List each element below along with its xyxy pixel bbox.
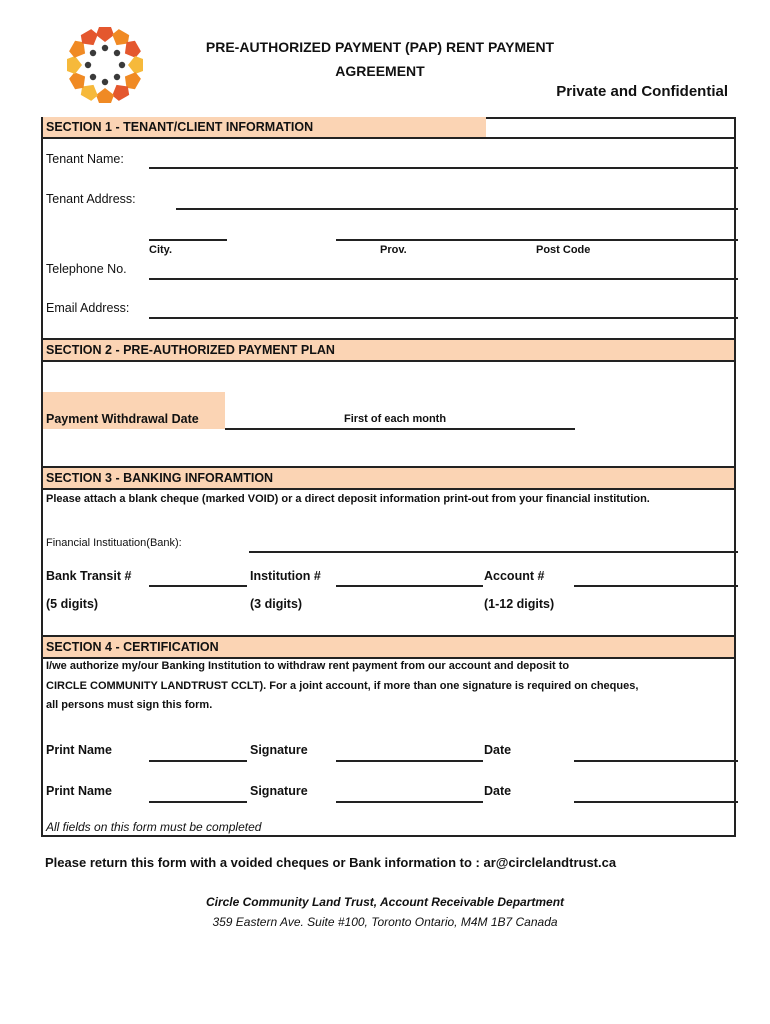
title-line-2: AGREEMENT: [335, 63, 425, 79]
tenant-name-field[interactable]: [149, 167, 738, 169]
account-label: Account #: [484, 569, 545, 583]
all-fields-note: All fields on this form must be completed: [46, 820, 262, 834]
print-name-field-1[interactable]: [149, 760, 247, 762]
tenant-address-field[interactable]: [176, 208, 738, 210]
print-name-label-1: Print Name: [46, 743, 112, 757]
account-field[interactable]: [574, 585, 738, 587]
signature-label-2: Signature: [250, 784, 308, 798]
print-name-label-2: Print Name: [46, 784, 112, 798]
section-1-header: [43, 117, 734, 139]
certification-text-line-1: I/we authorize my/our Banking Institution to withdraw rent payment from our account and deposit to: [46, 660, 570, 672]
title-line-1: PRE-AUTHORIZED PAYMENT (PAP) RENT PAYMENT: [205, 39, 555, 55]
account-digits-note: (1-12 digits): [484, 597, 555, 611]
email-field[interactable]: [149, 317, 738, 319]
telephone-field[interactable]: [149, 278, 738, 280]
financial-institution-field[interactable]: [249, 551, 738, 553]
section-1-title: SECTION 1 - TENANT/CLIENT INFORMATION: [43, 117, 486, 137]
section-3-title: SECTION 3 - BANKING INFORAMTION: [46, 471, 274, 485]
payment-withdrawal-date-line: [225, 428, 575, 430]
signature-field-2[interactable]: [336, 801, 483, 803]
financial-institution-label: Financial Instituation(Bank):: [46, 537, 182, 549]
logo-icon: [62, 22, 148, 108]
date-field-2[interactable]: [574, 801, 738, 803]
form-container: [41, 117, 736, 837]
signature-field-1[interactable]: [336, 760, 483, 762]
institution-label: Institution #: [250, 569, 321, 583]
organization-address: 359 Eastern Ave. Suite #100, Toronto Ontario, M4M 1B7 Canada: [212, 915, 558, 929]
return-instructions: Please return this form with a voided cheques or Bank information to : ar@circlelandtrust.ca: [45, 855, 617, 870]
section-4-header: [43, 635, 734, 659]
banking-instruction: Please attach a blank cheque (marked VOID) or a direct deposit information print-out from your financial institution.: [46, 493, 650, 505]
prov-label: Prov.: [380, 244, 407, 256]
print-name-field-2[interactable]: [149, 801, 247, 803]
post-code-label: Post Code: [536, 244, 591, 256]
date-label-1: Date: [484, 743, 512, 757]
city-field[interactable]: [149, 239, 227, 241]
section-2-header: [43, 338, 734, 362]
institution-field[interactable]: [336, 585, 483, 587]
payment-withdrawal-date-label: Payment Withdrawal Date: [46, 412, 199, 426]
signature-label-1: Signature: [250, 743, 308, 757]
city-label: City.: [149, 244, 173, 256]
bank-transit-label: Bank Transit #: [46, 569, 132, 583]
institution-digits-note: (3 digits): [250, 597, 303, 611]
transit-digits-note: (5 digits): [46, 597, 99, 611]
organization-name: Circle Community Land Trust, Account Receivable Department: [205, 895, 565, 909]
certification-text-line-3: all persons must sign this form.: [46, 699, 213, 711]
payment-withdrawal-date-value: First of each month: [344, 413, 447, 425]
section-4-title: SECTION 4 - CERTIFICATION: [46, 640, 219, 654]
date-field-1[interactable]: [574, 760, 738, 762]
confidential-label: Private and Confidential: [556, 83, 728, 100]
section-3-header: [43, 466, 734, 490]
email-label: Email Address:: [46, 301, 130, 315]
section-2-title: SECTION 2 - PRE-AUTHORIZED PAYMENT PLAN: [46, 343, 335, 357]
tenant-name-label: Tenant Name:: [46, 152, 124, 166]
bank-transit-field[interactable]: [149, 585, 247, 587]
document-title: [170, 35, 590, 83]
date-label-2: Date: [484, 784, 512, 798]
telephone-label: Telephone No.: [46, 262, 127, 276]
prov-postcode-field[interactable]: [336, 239, 738, 241]
tenant-address-label: Tenant Address:: [46, 192, 136, 206]
certification-text-line-2: CIRCLE COMMUNITY LANDTRUST CCLT). For a joint account, if more than one signature is required on cheques,: [46, 680, 639, 692]
